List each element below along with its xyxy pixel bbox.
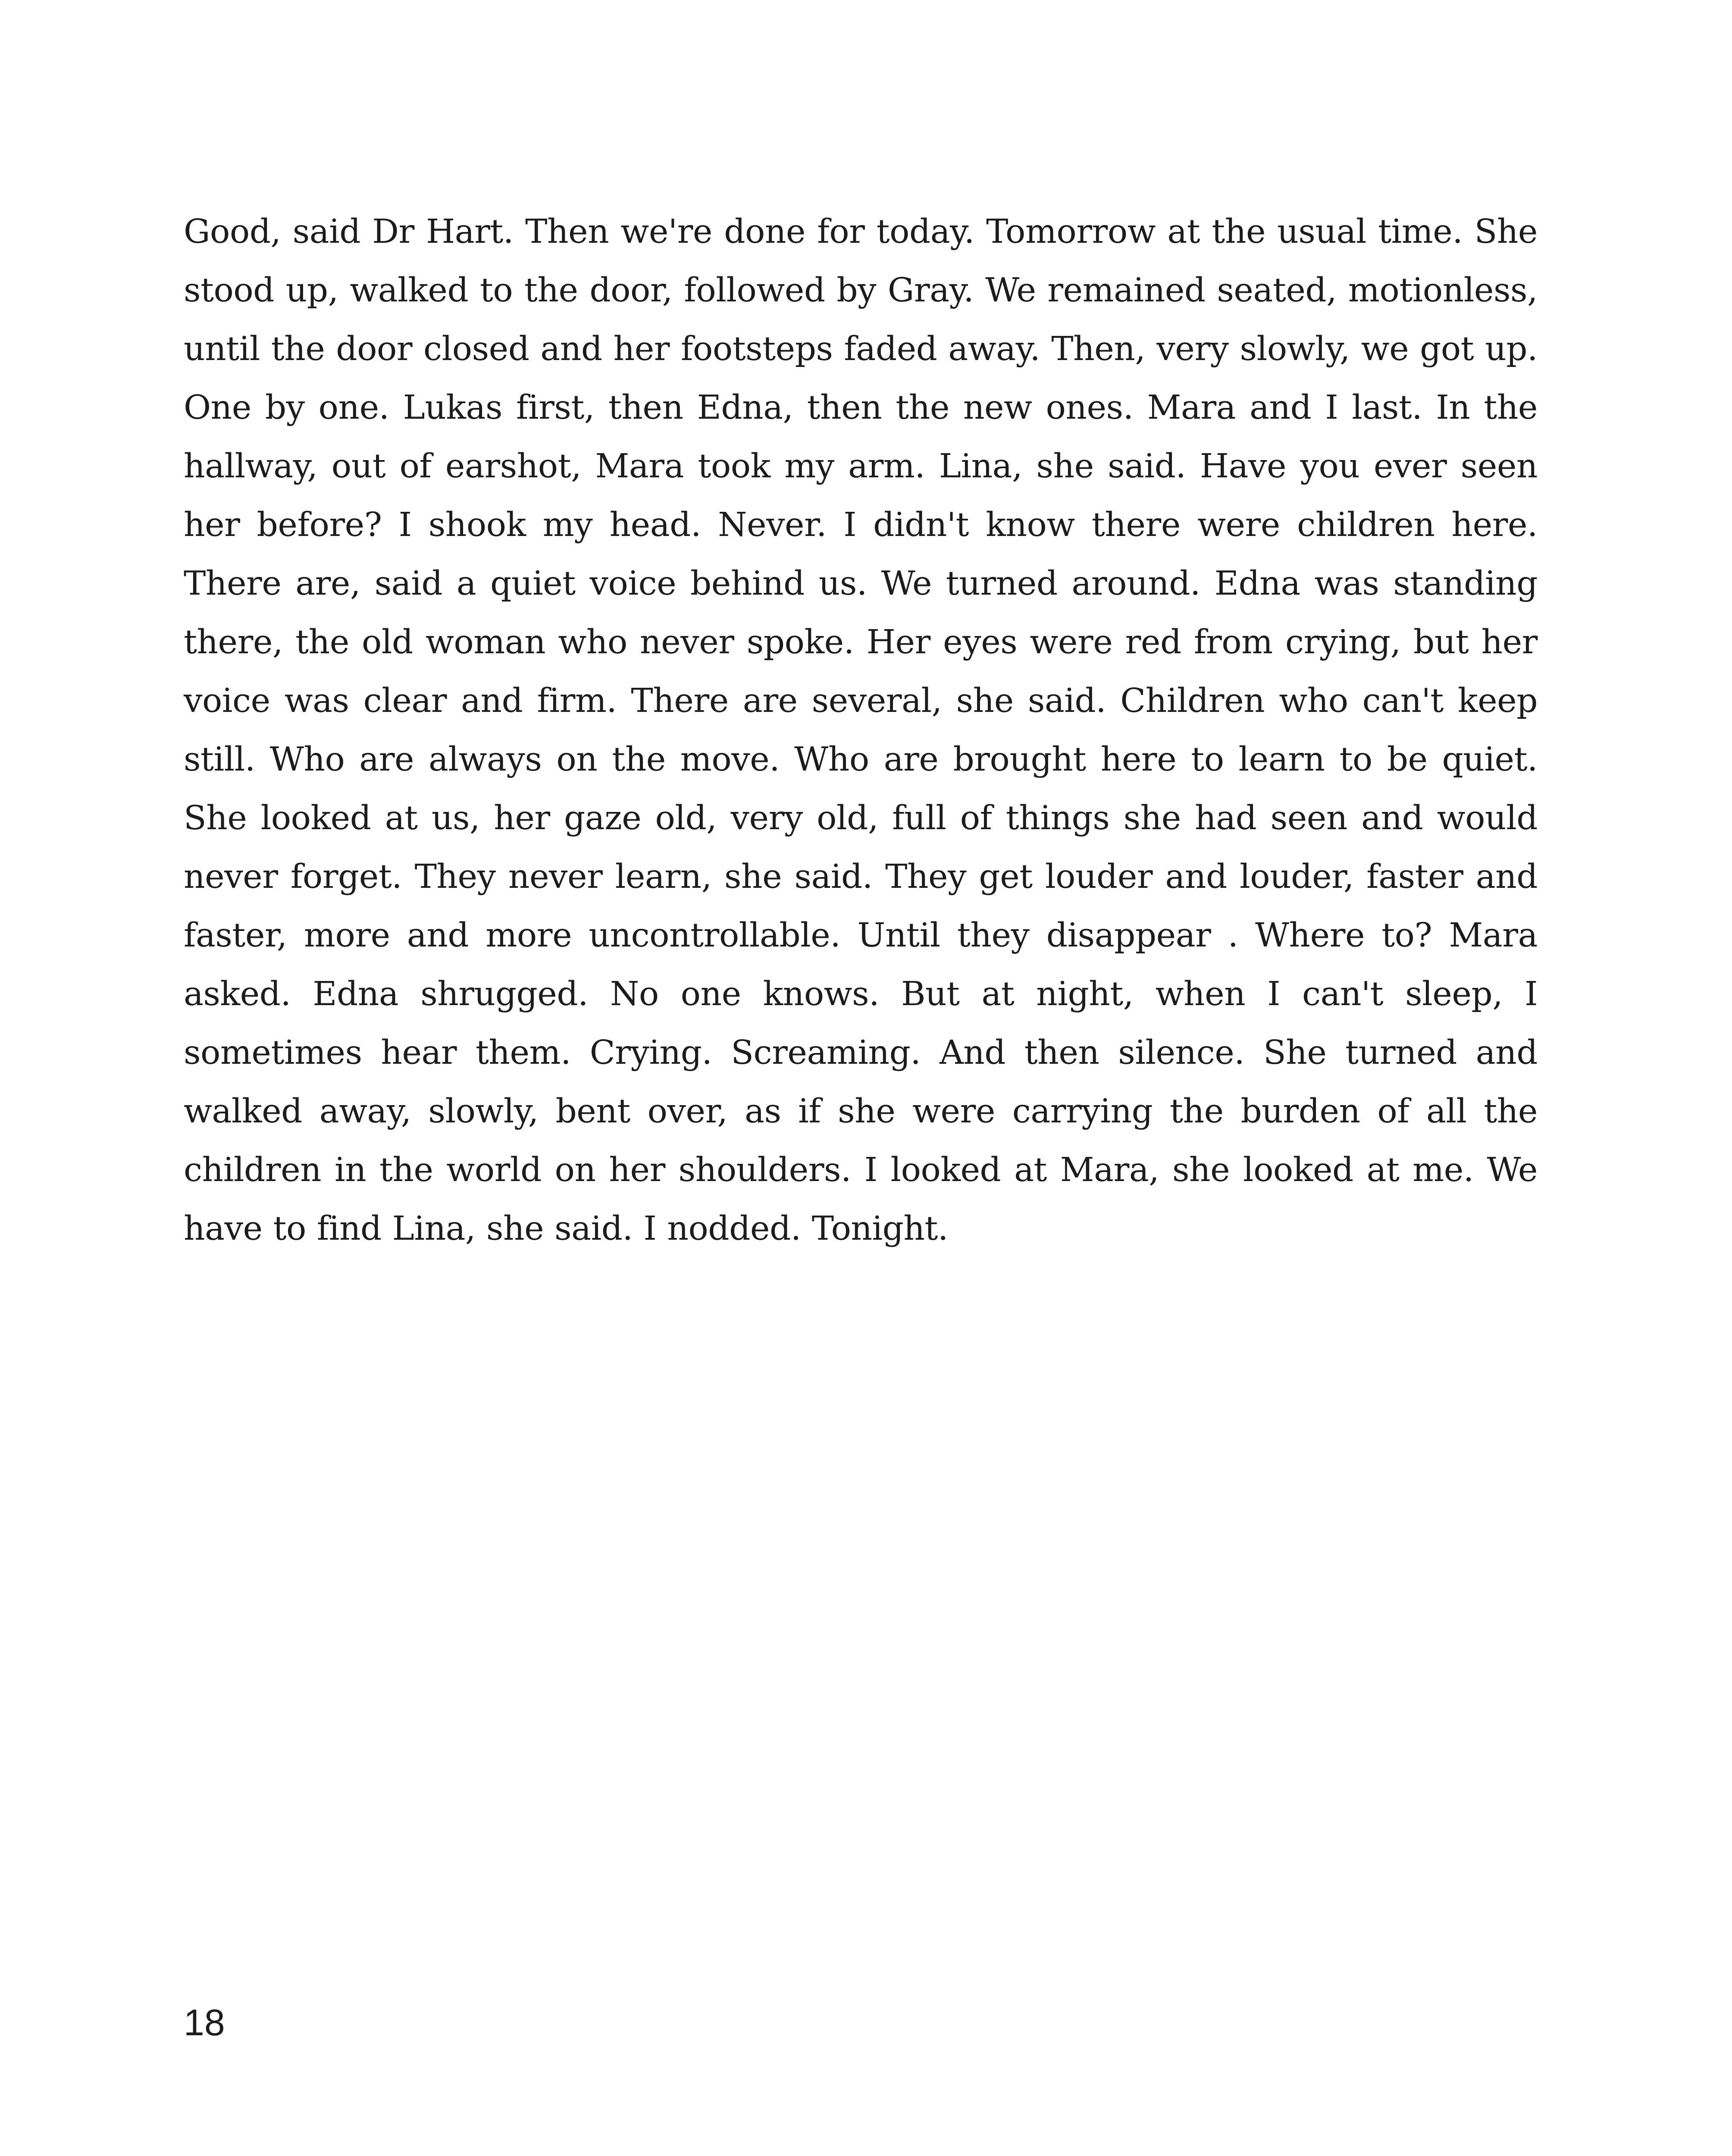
page-number: 18 <box>184 2002 225 2043</box>
body-paragraph: Good, said Dr Hart. Then we're done for today. Tomorrow at the usual time. She stood up, walked to the door, followed by Gray. We remained seated, motionless, until the door closed and her footsteps faded away. Then, very slowly, we got up. One by one. Lukas first, then Edna, then the new ones. Mara and I last. In the hallway, out of earshot, Mara took my arm. Lina, she said. Have you ever seen her before? I shook my head. Never. I didn't know there were children here. There are, said a quiet voice behind us. We turned around. Edna was standing there, the old woman who never spoke. Her eyes were red from crying, but her voice was clear and firm. There are several, she said. Children who can't keep still. Who are always on the move. Who are brought here to learn to be quiet. She looked at us, her gaze old, very old, full of things she had seen and would never forget. They never learn, she said. They get louder and louder, faster and faster, more and more uncontrollable. Until they disappear . Where to? Mara asked. Edna shrugged. No one knows. But at night, when I can't sleep, I sometimes hear them. Crying. Screaming. And then silence. She turned and walked away, slowly, bent over, as if she were carrying the burden of all the children in the world on her shoulders. I looked at Mara, she looked at me. We have to find Lina, she said. I nodded. Tonight. <box>184 213 1538 1248</box>
